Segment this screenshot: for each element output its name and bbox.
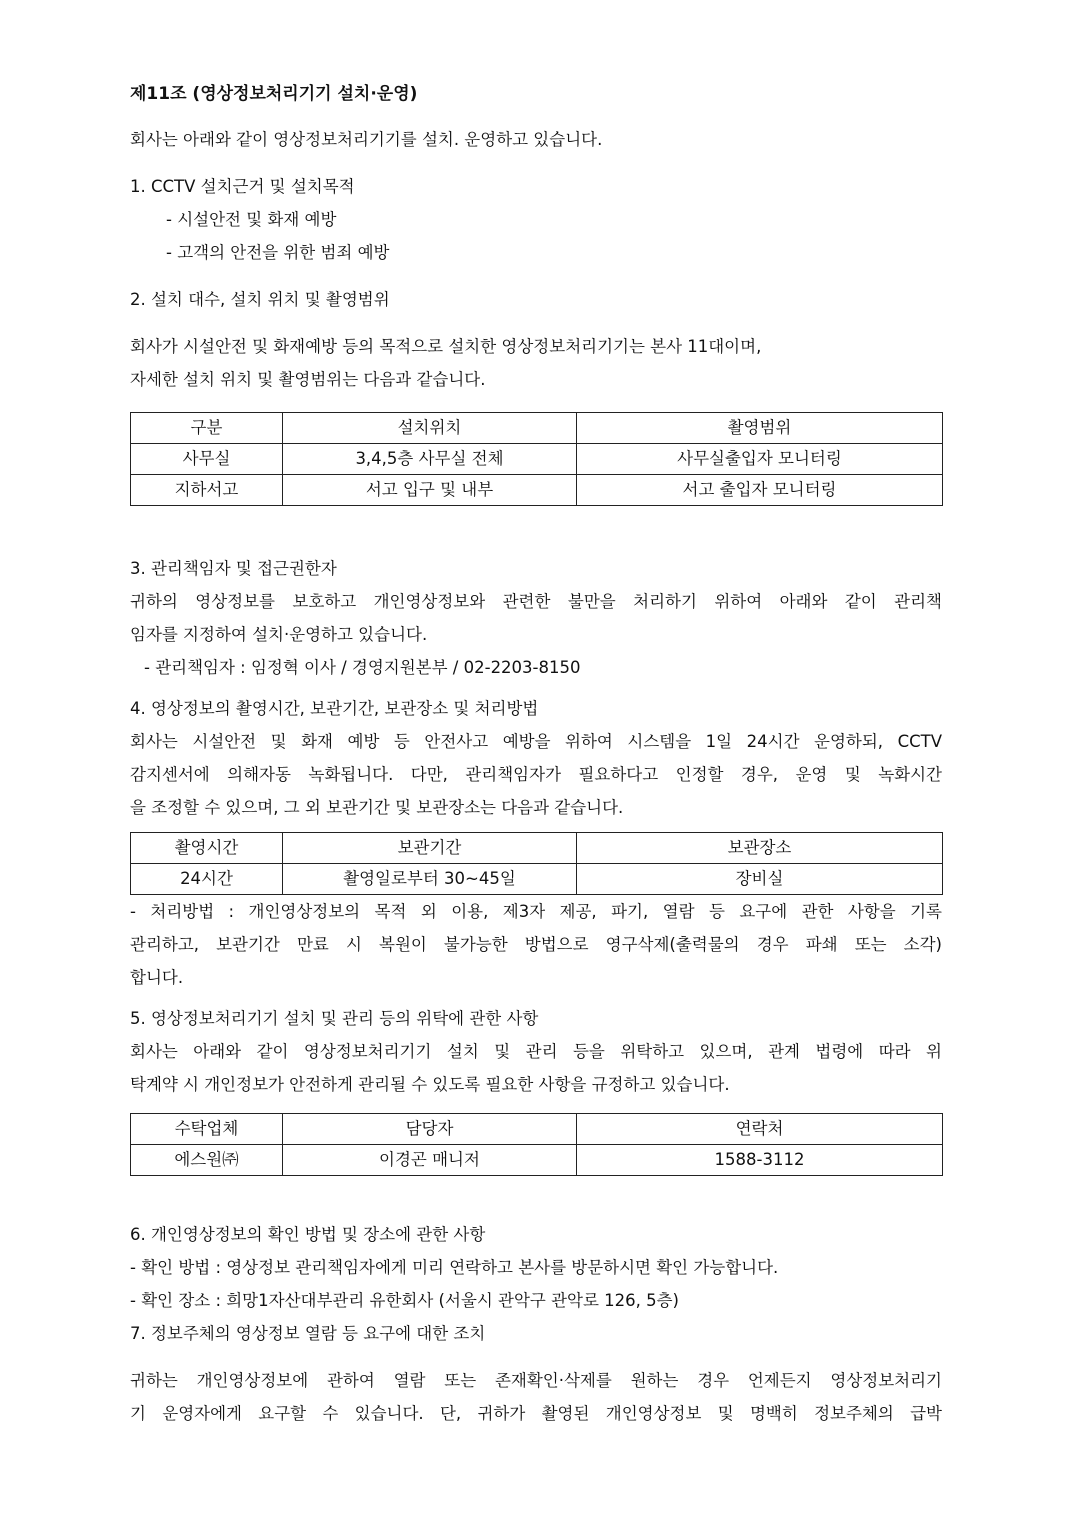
section-2-text: 자세한 설치 위치 및 촬영범위는 다음과 같습니다. (130, 370, 486, 389)
section-4-heading: 4. 영상정보의 촬영시간, 보관기간, 보관장소 및 처리방법 (130, 699, 539, 718)
table-header-cell: 수탁업체 (131, 1114, 283, 1145)
contractor-table (130, 1113, 943, 1176)
table-cell: 지하서고 (131, 475, 283, 506)
section-7-heading: 7. 정보주체의 영상정보 열람 등 요구에 대한 조치 (130, 1324, 486, 1343)
section-3-text: 임자를 지정하여 설치·운영하고 있습니다. (130, 625, 428, 644)
table-header-cell: 설치위치 (283, 413, 577, 444)
section-2-text: 회사가 시설안전 및 화재예방 등의 목적으로 설치한 영상정보처리기기는 본사 11대이며, (130, 337, 762, 356)
table-cell: 24시간 (131, 864, 283, 895)
section-3-text: 귀하의 영상정보를 보호하고 개인영상정보와 관련한 불만을 처리하기 위하여 아래와 같이 관리책 (130, 592, 942, 611)
section-1-heading: 1. CCTV 설치근거 및 설치목적 (130, 177, 355, 196)
processing-method-text: - 처리방법 : 개인영상정보의 목적 외 이용, 제3자 제공, 파기, 열람 등 요구에 관한 사항을 기록 (130, 902, 942, 921)
check-method: - 확인 방법 : 영상정보 관리책임자에게 미리 연락하고 본사를 방문하시면 확인 가능합니다. (130, 1258, 779, 1277)
table-header-cell: 보관장소 (577, 833, 943, 864)
table-header-row (131, 1114, 943, 1145)
table-header-cell: 촬영범위 (577, 413, 943, 444)
table-cell: 촬영일로부터 30~45일 (283, 864, 577, 895)
table-row (131, 864, 943, 895)
table-cell: 장비실 (577, 864, 943, 895)
article-title: 제11조 (영상정보처리기기 설치·운영) (130, 84, 418, 104)
section-5-text: 탁계약 시 개인정보가 안전하게 관리될 수 있도록 필요한 사항을 규정하고 있습니다. (130, 1075, 730, 1094)
section-3-heading: 3. 관리책임자 및 접근권한자 (130, 559, 337, 578)
table-header-row (131, 413, 943, 444)
table-header-cell: 구분 (131, 413, 283, 444)
section-7-text: 귀하는 개인영상정보에 관하여 열람 또는 존재확인·삭제를 원하는 경우 언제든지 영상정보처리기 (130, 1371, 942, 1390)
table-cell: 사무실 (131, 444, 283, 475)
check-place: - 확인 장소 : 희망1자산대부관리 유한회사 (서울시 관악구 관악로 126, 5층) (130, 1291, 679, 1310)
intro-text: 회사는 아래와 같이 영상정보처리기기를 설치. 운영하고 있습니다. (130, 130, 603, 149)
table-row (131, 1145, 943, 1176)
cctv-location-table (130, 412, 943, 506)
section-7-text: 기 운영자에게 요구할 수 있습니다. 단, 귀하가 촬영된 개인영상정보 및 명백히 정보주체의 급박 (130, 1404, 942, 1423)
table-cell: 서고 입구 및 내부 (283, 475, 577, 506)
table-cell: 이경곤 매니저 (283, 1145, 577, 1176)
processing-method-text: 합니다. (130, 968, 184, 987)
section-5-text: 회사는 아래와 같이 영상정보처리기기 설치 및 관리 등을 위탁하고 있으며, 관계 법령에 따라 위 (130, 1042, 942, 1061)
manager-info: - 관리책임자 : 임정혁 이사 / 경영지원본부 / 02-2203-8150 (144, 658, 581, 677)
section-4-text: 감지센서에 의해자동 녹화됩니다. 다만, 관리책임자가 필요하다고 인정할 경우, 운영 및 녹화시간 (130, 765, 942, 784)
retention-table (130, 832, 943, 895)
table-cell: 서고 출입자 모니터링 (577, 475, 943, 506)
section-1-item: - 고객의 안전을 위한 범죄 예방 (166, 243, 390, 262)
table-header-row (131, 833, 943, 864)
section-2-heading: 2. 설치 대수, 설치 위치 및 촬영범위 (130, 290, 390, 309)
section-1-item: - 시설안전 및 화재 예방 (166, 210, 337, 229)
table-header-cell: 촬영시간 (131, 833, 283, 864)
table-cell: 에스원㈜ (131, 1145, 283, 1176)
table-header-cell: 보관기간 (283, 833, 577, 864)
section-4-text: 회사는 시설안전 및 화재 예방 등 안전사고 예방을 위하여 시스템을 1일 24시간 운영하되, CCTV (130, 732, 942, 751)
section-4-text: 을 조정할 수 있으며, 그 외 보관기간 및 보관장소는 다음과 같습니다. (130, 798, 624, 817)
table-cell: 3,4,5층 사무실 전체 (283, 444, 577, 475)
table-cell: 사무실출입자 모니터링 (577, 444, 943, 475)
table-header-cell: 연락처 (577, 1114, 943, 1145)
section-5-heading: 5. 영상정보처리기기 설치 및 관리 등의 위탁에 관한 사항 (130, 1009, 539, 1028)
table-row (131, 444, 943, 475)
processing-method-text: 관리하고, 보관기간 만료 시 복원이 불가능한 방법으로 영구삭제(출력물의 경우 파쇄 또는 소각) (130, 935, 942, 954)
section-6-heading: 6. 개인영상정보의 확인 방법 및 장소에 관한 사항 (130, 1225, 486, 1244)
table-header-cell: 담당자 (283, 1114, 577, 1145)
table-row (131, 475, 943, 506)
document-page (130, 78, 942, 1430)
table-cell: 1588-3112 (577, 1145, 943, 1176)
